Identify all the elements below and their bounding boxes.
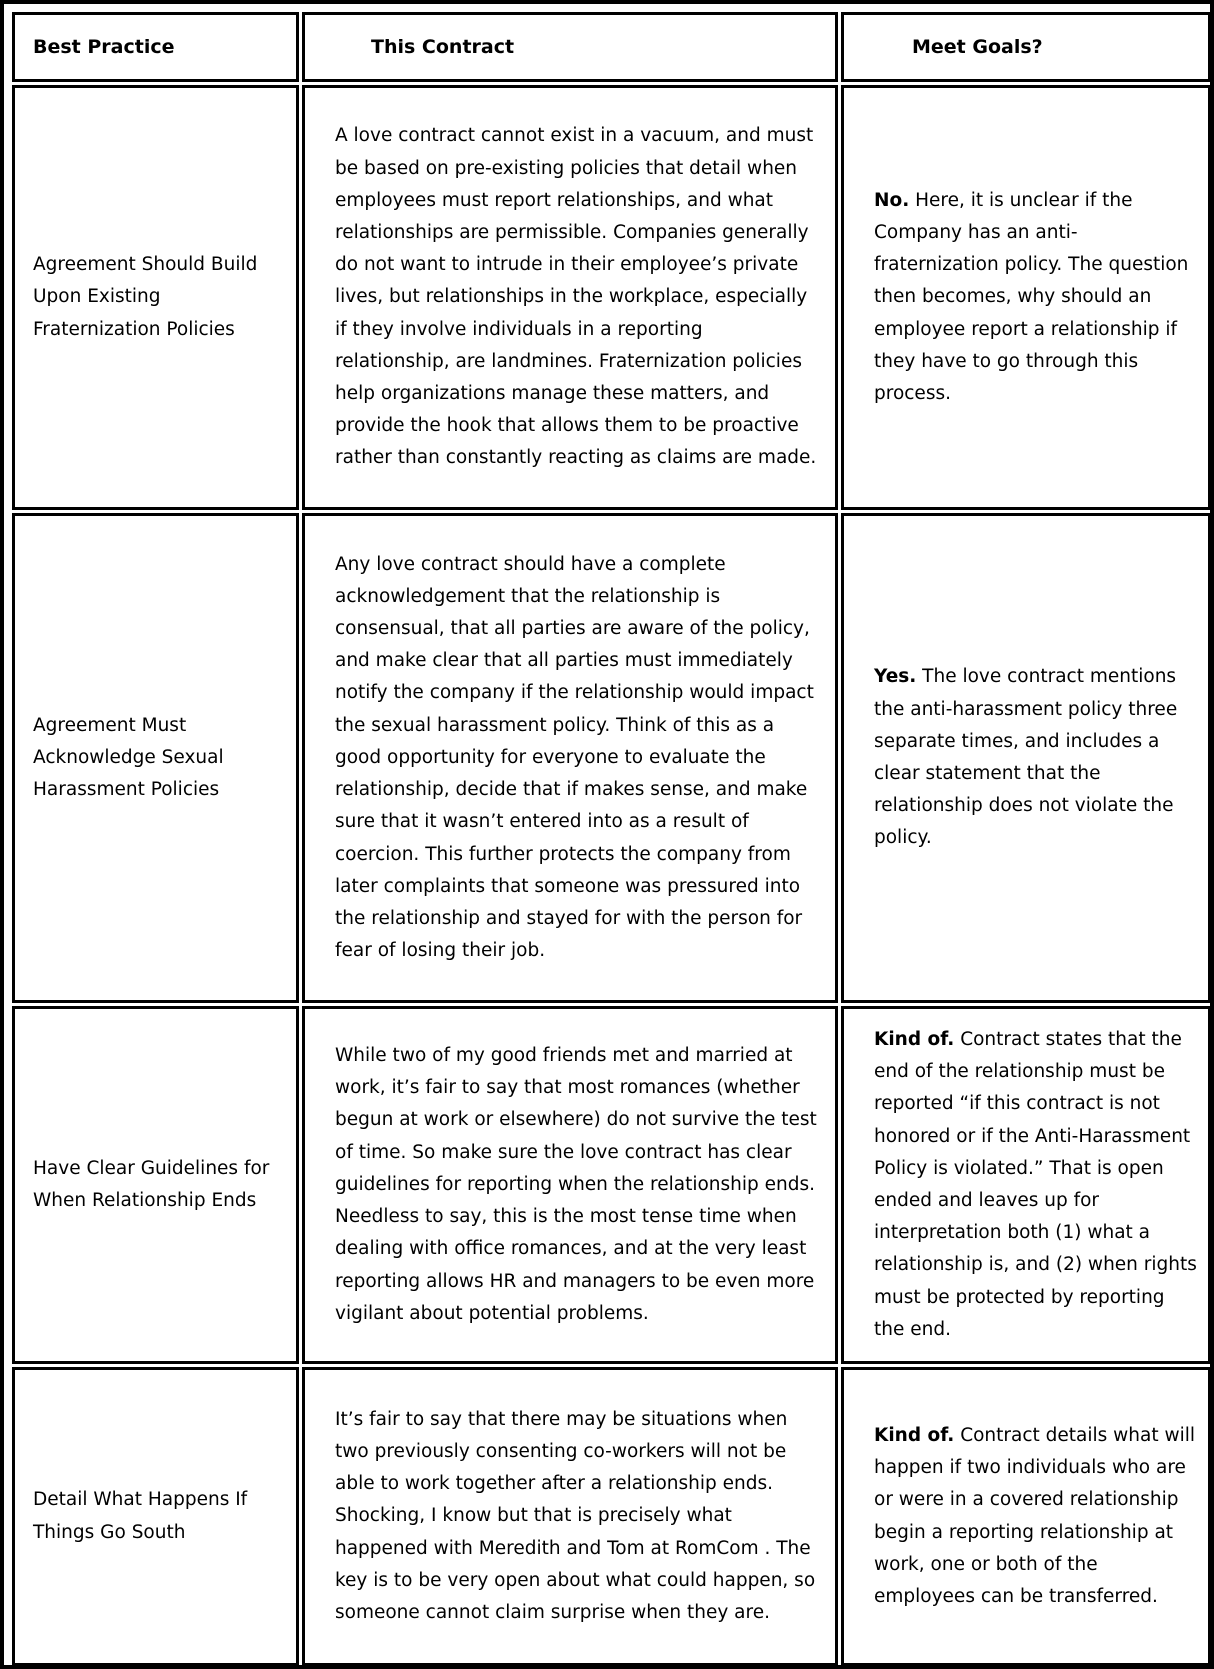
- row-4-verdict: Kind of.: [874, 1424, 955, 1446]
- row-3-verdict: Kind of.: [874, 1028, 955, 1050]
- header-meet-goals-label: Meet Goals?: [912, 35, 1043, 58]
- row-3-goal-text: Contract states that the end of the relationship must be reported “if this contract is not honored or if the Anti-Harassment Policy is violated.” That is open ended and leaves up for interpretation both (1) what a relationship is, and (2) when rights must be protected by reporting the end.: [874, 1028, 1197, 1340]
- row-4-goal: [874, 1420, 1198, 1613]
- row-3-practice-text: Have Clear Guidelines for When Relationship Ends: [33, 1157, 270, 1211]
- row-2-verdict: Yes.: [874, 666, 917, 688]
- header-best-practice-label: Best Practice: [33, 35, 175, 58]
- header-best-practice: [12, 12, 299, 82]
- row-3-meet-goals: [841, 1006, 1211, 1364]
- row-1-goal: [874, 185, 1198, 410]
- row-2-goal: [874, 661, 1198, 854]
- row-2-practice-text: Agreement Must Acknowledge Sexual Harassment Policies: [33, 714, 224, 801]
- row-1-best-practice: [12, 85, 299, 510]
- row-3-this-contract: [302, 1006, 838, 1364]
- row-2-goal-text: The love contract mentions the anti-harassment policy three separate times, and includes a clear statement that the relationship does not violate the policy.: [874, 666, 1178, 849]
- row-3-goal: [874, 1024, 1198, 1346]
- header-this-contract-label: This Contract: [371, 35, 515, 58]
- row-2-meet-goals: [841, 513, 1211, 1003]
- row-4-practice-text: Detail What Happens If Things Go South: [33, 1489, 248, 1543]
- row-3-contract-text: While two of my good friends met and married at work, it’s fair to say that most romances (whether begun at work or elsewhere) do not survive the test of time. So make sure the love contract has clear guidelines for reporting when the relationship ends. Needless to say, this is the most tense time when dealing with office romances, and at the very least reporting allows HR and managers to be even more vigilant about potential problems.: [335, 1045, 817, 1324]
- row-4-meet-goals: [841, 1367, 1211, 1666]
- row-4-goal-text: Contract details what will happen if two individuals who are or were in a covered relationship begin a reporting relationship at work, one or both of the employees can be transferred.: [874, 1424, 1196, 1607]
- row-1-practice-text: Agreement Should Build Upon Existing Fraternization Policies: [33, 254, 258, 340]
- row-4-this-contract: [302, 1367, 838, 1666]
- row-1-meet-goals: [841, 85, 1211, 510]
- row-4-best-practice: [12, 1367, 299, 1666]
- header-meet-goals: [841, 12, 1211, 82]
- header-this-contract: [302, 12, 838, 82]
- row-1-this-contract: [302, 85, 838, 510]
- row-3-best-practice: [12, 1006, 299, 1364]
- row-2-best-practice: [12, 513, 299, 1003]
- row-1-verdict: No.: [874, 189, 910, 211]
- row-4-contract-text: It’s fair to say that there may be situations when two previously consenting co-workers will not be able to work together after a relationship ends. Shocking, I know but that is precisely what happened with Meredith and Tom at RomCom . The key is to be very open about what could happen, so someone cannot claim surprise when they are.: [335, 1408, 816, 1623]
- row-1-goal-text: Here, it is unclear if the Company has an anti-fraternization policy. The question then becomes, why should an employee report a relationship if they have to go through this process.: [874, 189, 1189, 404]
- row-2-contract-text: Any love contract should have a complete acknowledgement that the relationship is consensual, that all parties are aware of the policy, and make clear that all parties must immediately notify the company if the relationship would impact the sexual harassment policy. Think of this as a good opportunity for everyone to evaluate the relationship, decide that if makes sense, and make sure that it wasn’t entered into as a result of coercion. This further protects the company from later complaints that someone was pressured into the relationship and stayed for with the person for fear of losing their job.: [335, 553, 814, 962]
- row-2-this-contract: [302, 513, 838, 1003]
- row-1-contract-text: A love contract cannot exist in a vacuum, and must be based on pre-existing policies that detail when employees must report relationships, and what relationships are permissible. Companies generally do not want to intrude in their employee’s private lives, but relationships in the workplace, especially if they involve individuals in a reporting relationship, are landmines. Fraternization policies help organizations manage these matters, and provide the hook that allows them to be proactive rather than constantly reacting as claims are made.: [335, 125, 817, 469]
